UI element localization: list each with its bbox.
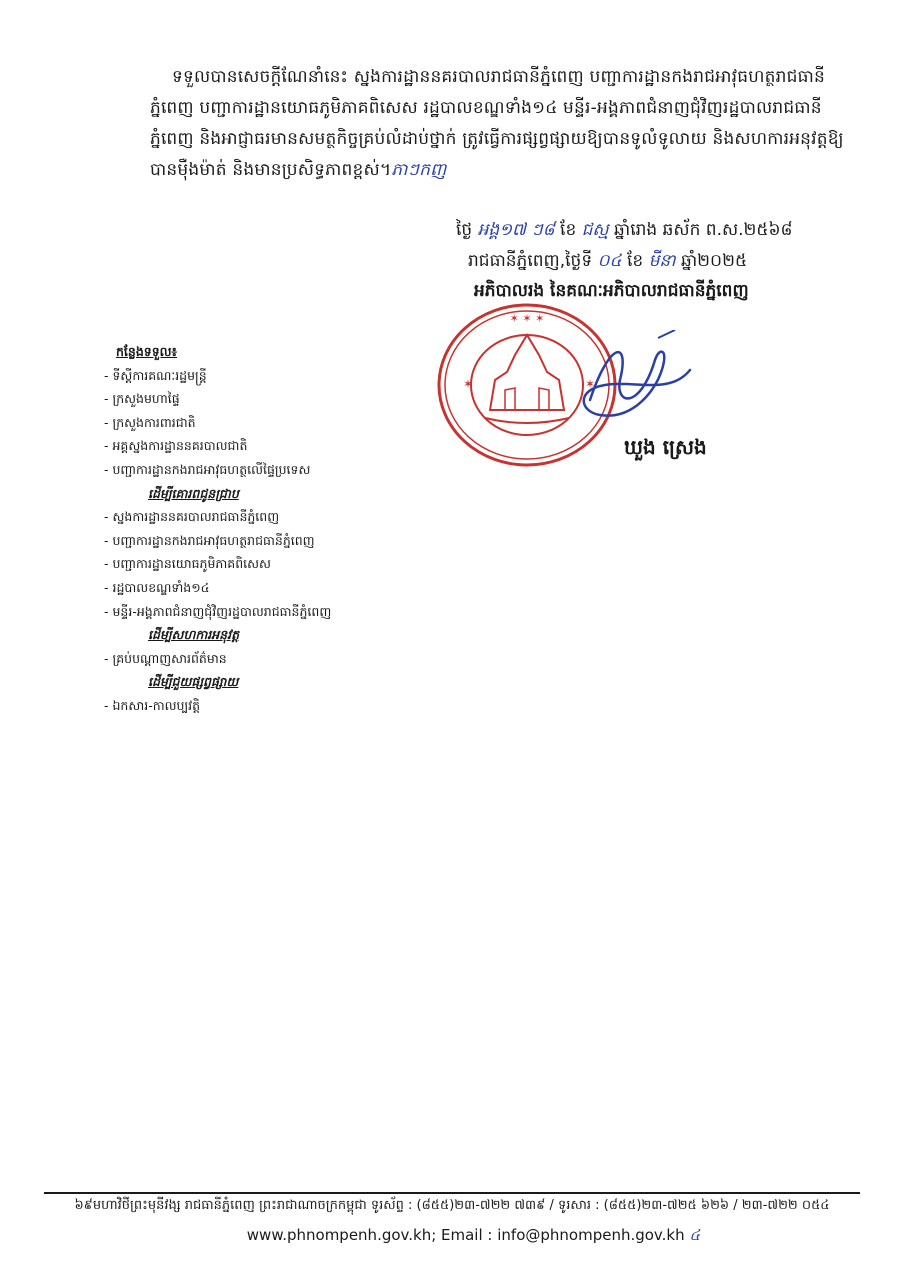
svg-text:✶: ✶ bbox=[463, 377, 474, 391]
lunar-prefix: ថ្ងៃ bbox=[456, 220, 473, 240]
footer-divider bbox=[44, 1192, 860, 1194]
recipients-heading: កន្លែងទទួល៖ bbox=[116, 344, 178, 359]
list-item: - បញ្ជាការដ្ឋានកងរាជអាវុធហត្ថរាជធានីភ្នំពេញ bbox=[104, 532, 315, 548]
lunar-day-handwritten: អង្គ១៧ ៗ៨ bbox=[477, 220, 555, 240]
list-item: - បញ្ជាការដ្ឋានកងរាជអាវុធហត្ថលើផ្ទៃប្រទេស bbox=[104, 461, 311, 477]
solar-prefix: រាជធានីភ្នំពេញ,ថ្ងៃទី bbox=[468, 251, 593, 271]
list-item: - ឯកសារ-កាលប្បវត្តិ bbox=[104, 697, 201, 713]
footer-contact bbox=[200, 1226, 700, 1248]
recipients-list bbox=[98, 340, 458, 718]
list-item: - ក្រសួងមហាផ្ទៃ bbox=[104, 391, 180, 407]
svg-text:✶ ✶ ✶: ✶ ✶ ✶ bbox=[509, 312, 545, 325]
list-item: - រដ្ឋបាលខណ្ឌទាំង១៤ bbox=[104, 579, 210, 595]
list-item: - មន្ទីរ-អង្គភាពជំនាញជុំវិញរដ្ឋបាលរាជធានីភ្នំពេញ bbox=[104, 603, 332, 619]
list-item: - ក្រសួងការពារជាតិ bbox=[104, 414, 196, 430]
solar-date-line bbox=[468, 247, 747, 275]
signature-icon bbox=[560, 330, 700, 430]
list-item: - ទីស្តីការគណៈរដ្ឋមន្ត្រី bbox=[104, 367, 207, 383]
list-item: - អគ្គស្នងការដ្ឋាននគរបាលជាតិ bbox=[104, 438, 248, 454]
solar-year: ឆ្នាំ២០២៥ bbox=[680, 251, 747, 271]
svg-text:✶: ✶ bbox=[585, 377, 596, 391]
body-paragraph-text: ទទួលបានសេចក្តីណែនាំនេះ ស្នងការដ្ឋាននគរបាលរាជធានីភ្នំពេញ បញ្ជាការដ្ឋានកងរាជអាវុធហត្ថរាជធានីភ្នំពេញ បញ្ជាការដ្ឋានយោធភូមិភាគពិសេស រដ្ឋបាលខណ្ឌទាំង១៤ មន្ទីរ-អង្គភាពជំនាញជុំវិញរដ្ឋបាលរាជធានីភ្នំពេញ និងអាជ្ញាធរមានសមត្ថកិច្ចគ្រប់លំដាប់ថ្នាក់ ត្រូវធ្វើការផ្សព្វផ្សាយឱ្យបានទូលំទូលាយ និងសហការអនុវត្តឱ្យបានម៉ឺងម៉ាត់ និងមានប្រសិទ្ធភាពខ្ពស់។ bbox=[150, 67, 844, 180]
lunar-date-line bbox=[456, 216, 793, 244]
handwritten-mark: ភាៗកញ bbox=[391, 160, 447, 180]
recipients-subheading: ដើម្បីជួយផ្សព្វផ្សាយ bbox=[148, 674, 239, 690]
footer-address: ៦៩មហាវិថីព្រះមុនីវង្ស រាជធានីភ្នំពេញ ព្រះរាជាណាចក្រកម្ពុជា ទូរស័ព្ទ : (៨៥៥)២៣-៧២២ ៧៣៩ / ទូរសារ : (៨៥៥)២៣-៧២៥ ៦២៦ / ២៣-៧២២ ០៥៤ bbox=[74, 1198, 830, 1213]
lunar-month-handwritten: ជស្ម bbox=[581, 220, 609, 240]
solar-month-prefix: ខែ bbox=[627, 251, 644, 271]
recipients-subheading: ដើម្បីសហការអនុវត្ត bbox=[148, 627, 240, 643]
footer-web-email: www.phnompenh.gov.kh; Email : info@phnompenh.gov.kh bbox=[246, 1226, 685, 1244]
lunar-year: ឆ្នាំរោង ឆស័ក ព.ស.២៥៦៨ bbox=[614, 220, 793, 240]
body-paragraph bbox=[150, 62, 850, 186]
solar-month-handwritten: មីនា bbox=[648, 251, 676, 271]
recipients-subheading: ដើម្បីគោរពជូនជ្រាប bbox=[148, 485, 239, 501]
list-item: - គ្រប់បណ្តាញសារព័ត៌មាន bbox=[104, 650, 227, 666]
lunar-suffix: ខែ bbox=[560, 220, 577, 240]
solar-day-handwritten: ០៤ bbox=[597, 251, 622, 271]
signatory-title: អភិបាលរង នៃគណៈអភិបាលរាជធានីភ្នំពេញ bbox=[474, 281, 749, 301]
footer-initial-handwritten: ៤ bbox=[689, 1226, 700, 1244]
signer-name: ឃួង ស្រេង bbox=[624, 435, 707, 459]
list-item: - ស្នងការដ្ឋាននគរបាលរាជធានីភ្នំពេញ bbox=[104, 509, 280, 525]
list-item: - បញ្ជាការដ្ឋានយោធភូមិភាគពិសេស bbox=[104, 556, 271, 572]
